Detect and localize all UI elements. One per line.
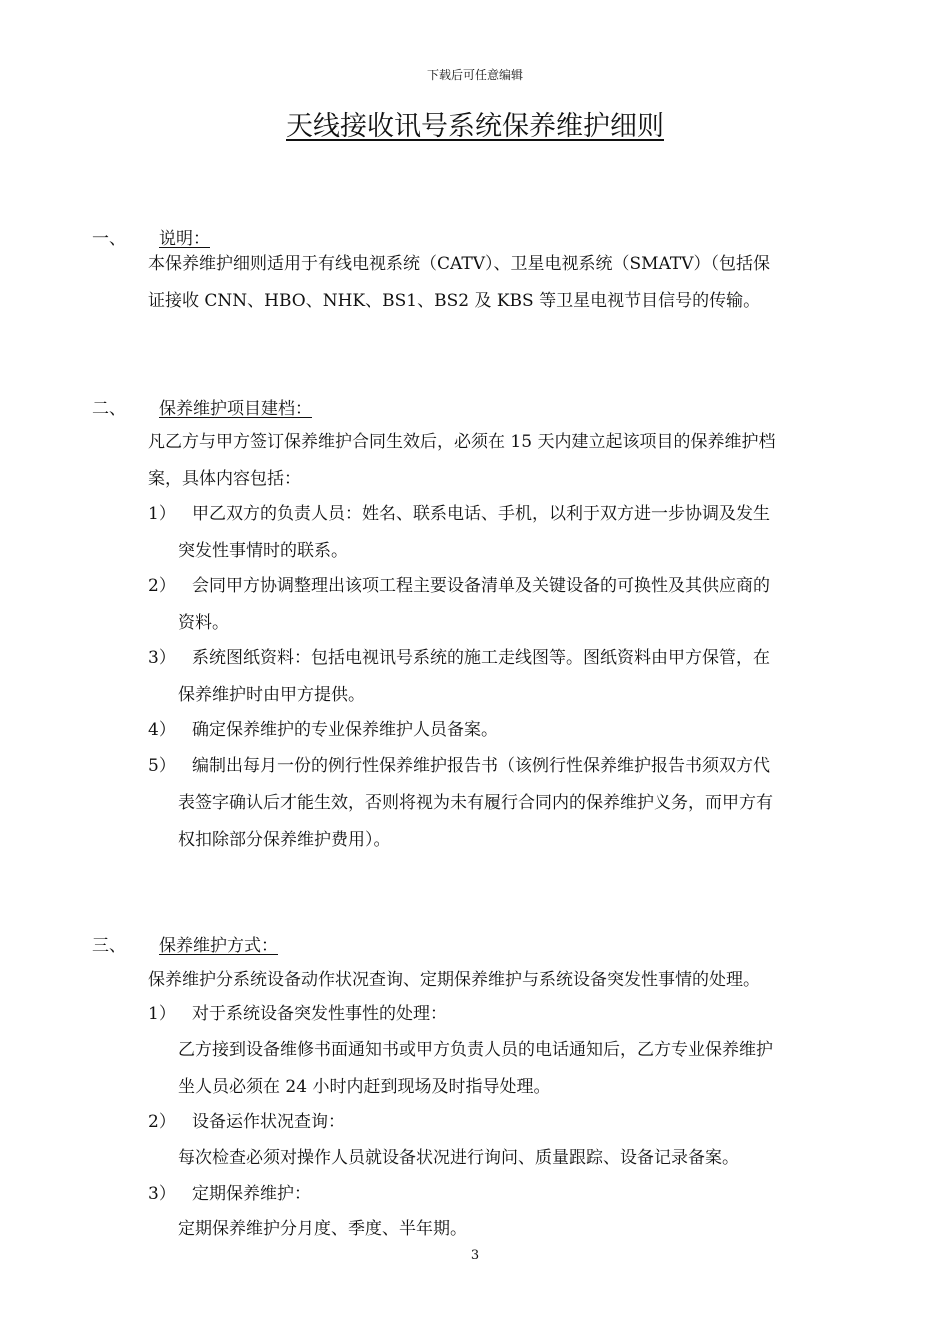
list-item-title: 定期保养维护：	[192, 1184, 311, 1204]
list-item-line: 系统图纸资料：包括电视讯号系统的施工走线图等。图纸资料由甲方保管，在	[192, 648, 770, 668]
list-item-line: 编制出每月一份的例行性保养维护报告书（该例行性保养维护报告书须双方代	[192, 756, 770, 776]
list-item-title: 设备运作状况查询：	[192, 1112, 345, 1132]
list-item-number: 3）	[148, 1184, 176, 1204]
list-item-line: 保养维护时由甲方提供。	[178, 685, 365, 705]
list-item-line: 表签字确认后才能生效，否则将视为未有履行合同内的保养维护义务，而甲方有	[178, 793, 773, 813]
list-item-line: 权扣除部分保养维护费用）。	[178, 830, 391, 850]
list-item-line: 每次检查必须对操作人员就设备状况进行询问、质量跟踪、设备记录备案。	[178, 1148, 739, 1168]
list-item-line: 确定保养维护的专业保养维护人员备案。	[192, 720, 498, 740]
list-item-number: 2）	[148, 576, 176, 596]
list-item-number: 3）	[148, 648, 176, 668]
section-1-line: 本保养维护细则适用于有线电视系统（CATV）、卫星电视系统（SMATV）（包括保	[148, 254, 770, 274]
list-item-number: 5）	[148, 756, 176, 776]
list-item-number: 1）	[148, 504, 176, 524]
section-2-number: 二、	[92, 399, 126, 419]
section-2-intro-line: 凡乙方与甲方签订保养维护合同生效后，必须在 15 天内建立起该项目的保养维护档	[148, 432, 776, 452]
section-3-heading: 保养维护方式：	[159, 936, 278, 956]
section-3-number: 三、	[92, 936, 126, 956]
list-item-line: 资料。	[178, 613, 229, 633]
list-item-line: 坐人员必须在 24 小时内赶到现场及时指导处理。	[178, 1077, 551, 1097]
document-title: 天线接收讯号系统保养维护细则	[286, 111, 664, 142]
section-1-line: 证接收 CNN、HBO、NHK、BS1、BS2 及 KBS 等卫星电视节目信号的传输。	[148, 291, 761, 311]
section-2-heading: 保养维护项目建档：	[159, 399, 312, 419]
list-item-line: 突发性事情时的联系。	[178, 541, 348, 561]
list-item-title: 对于系统设备突发性事性的处理：	[192, 1004, 447, 1024]
list-item-line: 乙方接到设备维修书面通知书或甲方负责人员的电话通知后，乙方专业保养维护	[178, 1040, 773, 1060]
page-number: 3	[470, 1248, 480, 1263]
section-2-intro-line: 案，具体内容包括：	[148, 469, 301, 489]
list-item-number: 2）	[148, 1112, 176, 1132]
list-item-line: 甲乙双方的负责人员：姓名、联系电话、手机，以利于双方进一步协调及发生	[192, 504, 770, 524]
page-header: 下载后可任意编辑	[426, 68, 523, 82]
list-item-number: 4）	[148, 720, 176, 740]
section-3-intro: 保养维护分系统设备动作状况查询、定期保养维护与系统设备突发性事情的处理。	[148, 970, 760, 990]
list-item-line: 定期保养维护分月度、季度、半年期。	[178, 1219, 467, 1239]
list-item-number: 1）	[148, 1004, 176, 1024]
section-1-heading: 说明：	[159, 229, 210, 249]
list-item-line: 会同甲方协调整理出该项工程主要设备清单及关键设备的可换性及其供应商的	[192, 576, 770, 596]
section-1-number: 一、	[92, 229, 126, 249]
